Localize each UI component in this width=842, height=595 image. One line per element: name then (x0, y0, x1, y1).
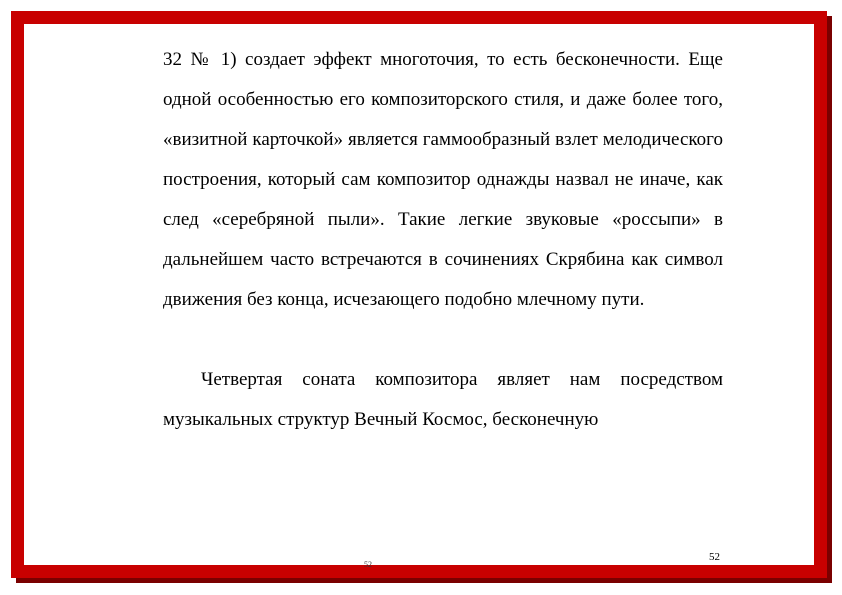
page-number: 52 (709, 551, 720, 563)
paragraph-continuation: 32 № 1) создает эффект многоточия, то есть бесконечности. Еще одной особенностью его композиторского стиля, и даже более того, «визитной карточкой» является гаммообразный взлет мелодического построения, который сам композитор однажды назвал не иначе, как след «серебряной пыли». Такие легкие звуковые «россыпи» в дальнейшем часто встречаются в сочинениях Скрябина как символ движения без конца, исчезающего подобно млечному пути. (163, 49, 723, 310)
page-number-small: 52 (364, 560, 372, 569)
paragraph-gap (163, 320, 723, 360)
body-text (163, 40, 723, 440)
paragraph-fourth-sonata: Четвертая соната композитора являет нам посредством музыкальных структур Вечный Космос, бесконечную (163, 369, 723, 430)
